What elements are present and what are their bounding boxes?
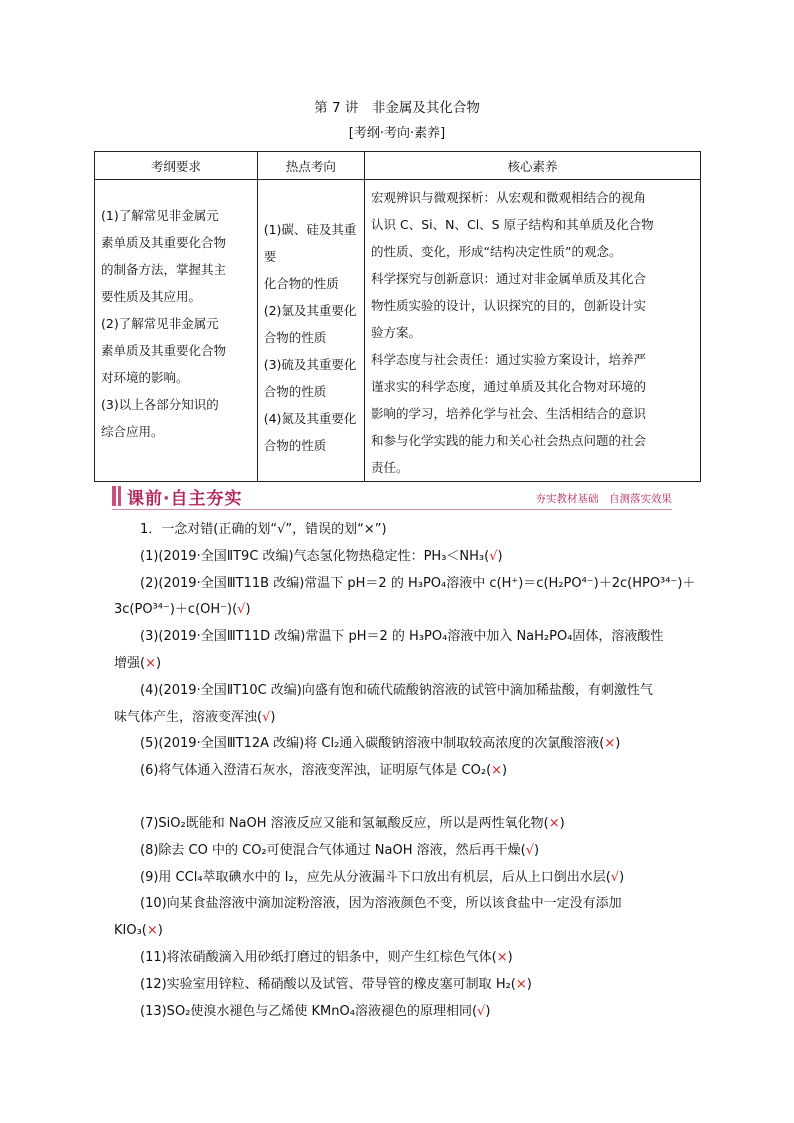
cross-mark: × (515, 976, 527, 992)
table-cell-line: 化合物的性质 (263, 276, 339, 291)
list-item (114, 597, 684, 624)
cross-mark: × (146, 923, 158, 939)
table-cell-line: (4)氮及其重要化 (263, 411, 357, 426)
lesson-title: 第 7 讲 非金属及其化合物 (314, 100, 480, 116)
item-text: (1)(2019·全国ⅡT9C 改编)气态氢化物热稳定性：PH₃＜NH₃( (140, 548, 490, 564)
table-cell-line: 谨求实的科学态度，通过单质及其化合物对环境的 (371, 379, 647, 394)
item-text: (6)将气体通入澄清石灰水，溶液变浑浊，证明原气体是 CO₂( (140, 763, 492, 779)
spacer (114, 785, 684, 811)
table-cell-line: 认识 C、Si、N、Cl、S 原子结构和其单质及化合物 (371, 217, 654, 232)
item-tail: ) (485, 1003, 491, 1019)
requirements-table (94, 151, 701, 482)
table-header-cell: 核心素养 (365, 152, 701, 180)
table-row (95, 180, 701, 482)
table-cell-line: (2)氯及其重要化 (263, 303, 357, 318)
check-mark: √ (237, 602, 246, 618)
table-cell-line: (1)碳、硅及其重要 (263, 222, 357, 264)
cross-mark: × (145, 655, 156, 671)
list-item (114, 945, 684, 972)
table-cell-line: 责任。 (371, 460, 409, 475)
table-cell-line: 素单质及其重要化合物 (101, 235, 227, 250)
list-item (114, 999, 684, 1026)
list-item (114, 571, 696, 598)
item-text: 味气体产生，溶液变浑浊( (114, 709, 263, 725)
table-cell-line: 对环境的影响。 (101, 370, 189, 385)
table-header-cell: 考纲要求 (95, 152, 258, 180)
item-text: (7)SiO₂既能和 NaOH 溶液反应又能和氢氟酸反应，所以是两性氧化物( (140, 815, 549, 831)
check-mark: √ (477, 1003, 486, 1019)
table-cell-line: 的制备方法，掌握其主 (101, 262, 227, 277)
item-tail: ) (245, 602, 251, 618)
table-cell-line: 合物的性质 (263, 384, 327, 399)
hotspots-text (264, 180, 358, 459)
table-cell-line: 影响的学习，培养化学与社会、生活相结合的意识 (371, 406, 647, 421)
list-item (114, 918, 684, 945)
list-item (114, 624, 684, 651)
item-tail: ) (507, 949, 513, 965)
lesson-subtitle: [考纲·考向·素养] (348, 126, 446, 141)
table-cell-line: 合物的性质 (263, 438, 327, 453)
item-tail: ) (270, 709, 276, 725)
section-banner (112, 483, 672, 510)
item-text: (11)将浓硝酸滴入用砂纸打磨过的铝条中，则产生红棕色气体( (140, 949, 497, 965)
item-tail: ) (497, 548, 503, 564)
list-item (114, 731, 684, 758)
cross-mark: × (491, 763, 503, 779)
check-mark: √ (525, 842, 534, 858)
item-tail: ) (502, 763, 508, 779)
item-tail: ) (526, 976, 532, 992)
list-item (114, 544, 684, 571)
list-item (114, 811, 684, 838)
table-cell-line: 的性质、变化，形成“结构决定性质”的观念。 (371, 244, 622, 259)
table-cell-line: (3)以上各部分知识的 (101, 397, 219, 412)
literacy-text (371, 180, 694, 481)
table-cell-line: 合物的性质 (263, 330, 327, 345)
list-item (114, 678, 684, 705)
table-cell-line: (3)硫及其重要化 (263, 357, 357, 372)
item-text: (13)SO₂使溴水褪色与乙烯使 KMnO₄溶液褪色的原理相同( (140, 1003, 478, 1019)
item-text: KIO₃( (114, 923, 147, 939)
table-cell-requirements (95, 180, 258, 482)
banner-decoration (118, 486, 121, 506)
table-cell-line: 综合应用。 (101, 424, 164, 439)
item-tail: ) (157, 923, 163, 939)
list-item (114, 972, 684, 999)
list-item (114, 758, 684, 785)
list-item (114, 891, 684, 918)
table-cell-line: (1)了解常见非金属元 (101, 208, 219, 223)
item-text: 增强( (114, 655, 146, 671)
table-cell-line: 物性质实验的设计，认识探究的目的，创新设计实 (371, 298, 647, 313)
table-cell-line: 验方案。 (371, 325, 422, 340)
table-cell-line: (2)了解常见非金属元 (101, 316, 219, 331)
item-tail: ) (155, 655, 162, 671)
item-tail: ) (619, 869, 625, 885)
check-mark: √ (489, 548, 498, 564)
exercise-list (114, 517, 696, 1025)
list-item (114, 705, 684, 732)
item-text: 1．一念对错(正确的划“√”，错误的划“×”) (140, 522, 387, 537)
item-text: (12)实验室用锌粒、稀硝酸以及试管、带导管的橡皮塞可制取 H₂( (140, 976, 516, 992)
list-item (114, 517, 684, 544)
item-text: (3)(2019·全国ⅢT11D 改编)常温下 pH＝2 的 H₃PO₄溶液中加入 NaH₂PO₄固体，溶液酸性 (140, 629, 664, 645)
section-title: 课前·自主夯实 (127, 489, 243, 509)
item-text: (10)向某食盐溶液中滴加淀粉溶液，因为溶液颜色不变，所以该食盐中一定没有添加 (140, 896, 622, 912)
table-header-cell: 热点考向 (257, 152, 364, 180)
table-cell-literacy (365, 180, 701, 482)
item-text: (5)(2019·全国ⅢT12A 改编)将 Cl₂通入碳酸钠溶液中制取较高浓度的次氯酸溶液( (140, 736, 605, 752)
item-tail: ) (559, 815, 565, 831)
item-text: (4)(2019·全国ⅡT10C 改编)向盛有饱和硫代硫酸钠溶液的试管中滴加稀盐酸，有刺激性气 (140, 682, 653, 698)
item-tail: ) (533, 842, 540, 858)
section-tagline: 夯实教材基础 自测落实效果 (535, 493, 672, 505)
check-mark: √ (610, 869, 620, 885)
banner-decoration (112, 486, 116, 506)
item-text: 3c(PO³⁴⁻)＋c(OH⁻)( (114, 602, 238, 618)
list-item (114, 651, 684, 678)
item-text: (9)用 CCl₄萃取碘水中的 I₂，应先从分液漏斗下口放出有机层，后从上口倒出水层( (140, 869, 611, 885)
item-text: (2)(2019·全国ⅢT11B 改编)常温下 pH＝2 的 H₃PO₄溶液中 c(H⁺)＝c(H₂PO⁴⁻)＋2c(HPO³⁴⁻)＋ (140, 575, 696, 591)
list-item (114, 865, 684, 892)
cross-mark: × (604, 736, 616, 752)
item-tail: ) (615, 736, 621, 752)
table-cell-hotspots (257, 180, 364, 482)
list-item (114, 838, 684, 865)
table-cell-line: 要性质及其应用。 (101, 289, 202, 304)
cross-mark: × (496, 949, 508, 965)
check-mark: √ (262, 709, 271, 725)
table-cell-line: 和参与化学实践的能力和关心社会热点问题的社会 (371, 433, 647, 448)
table-cell-line: 宏观辨识与微观探析：从宏观和微观相结合的视角 (371, 190, 647, 205)
table-cell-line: 素单质及其重要化合物 (101, 343, 227, 358)
cross-mark: × (548, 815, 560, 831)
table-cell-line: 科学探究与创新意识：通过对非金属单质及其化合 (371, 271, 647, 286)
table-cell-line: 科学态度与社会责任：通过实验方案设计，培养严 (371, 352, 647, 367)
item-text: (8)除去 CO 中的 CO₂可使混合气体通过 NaOH 溶液，然后再干燥( (140, 842, 526, 858)
table-header-row (95, 152, 701, 180)
requirements-text (101, 180, 251, 445)
